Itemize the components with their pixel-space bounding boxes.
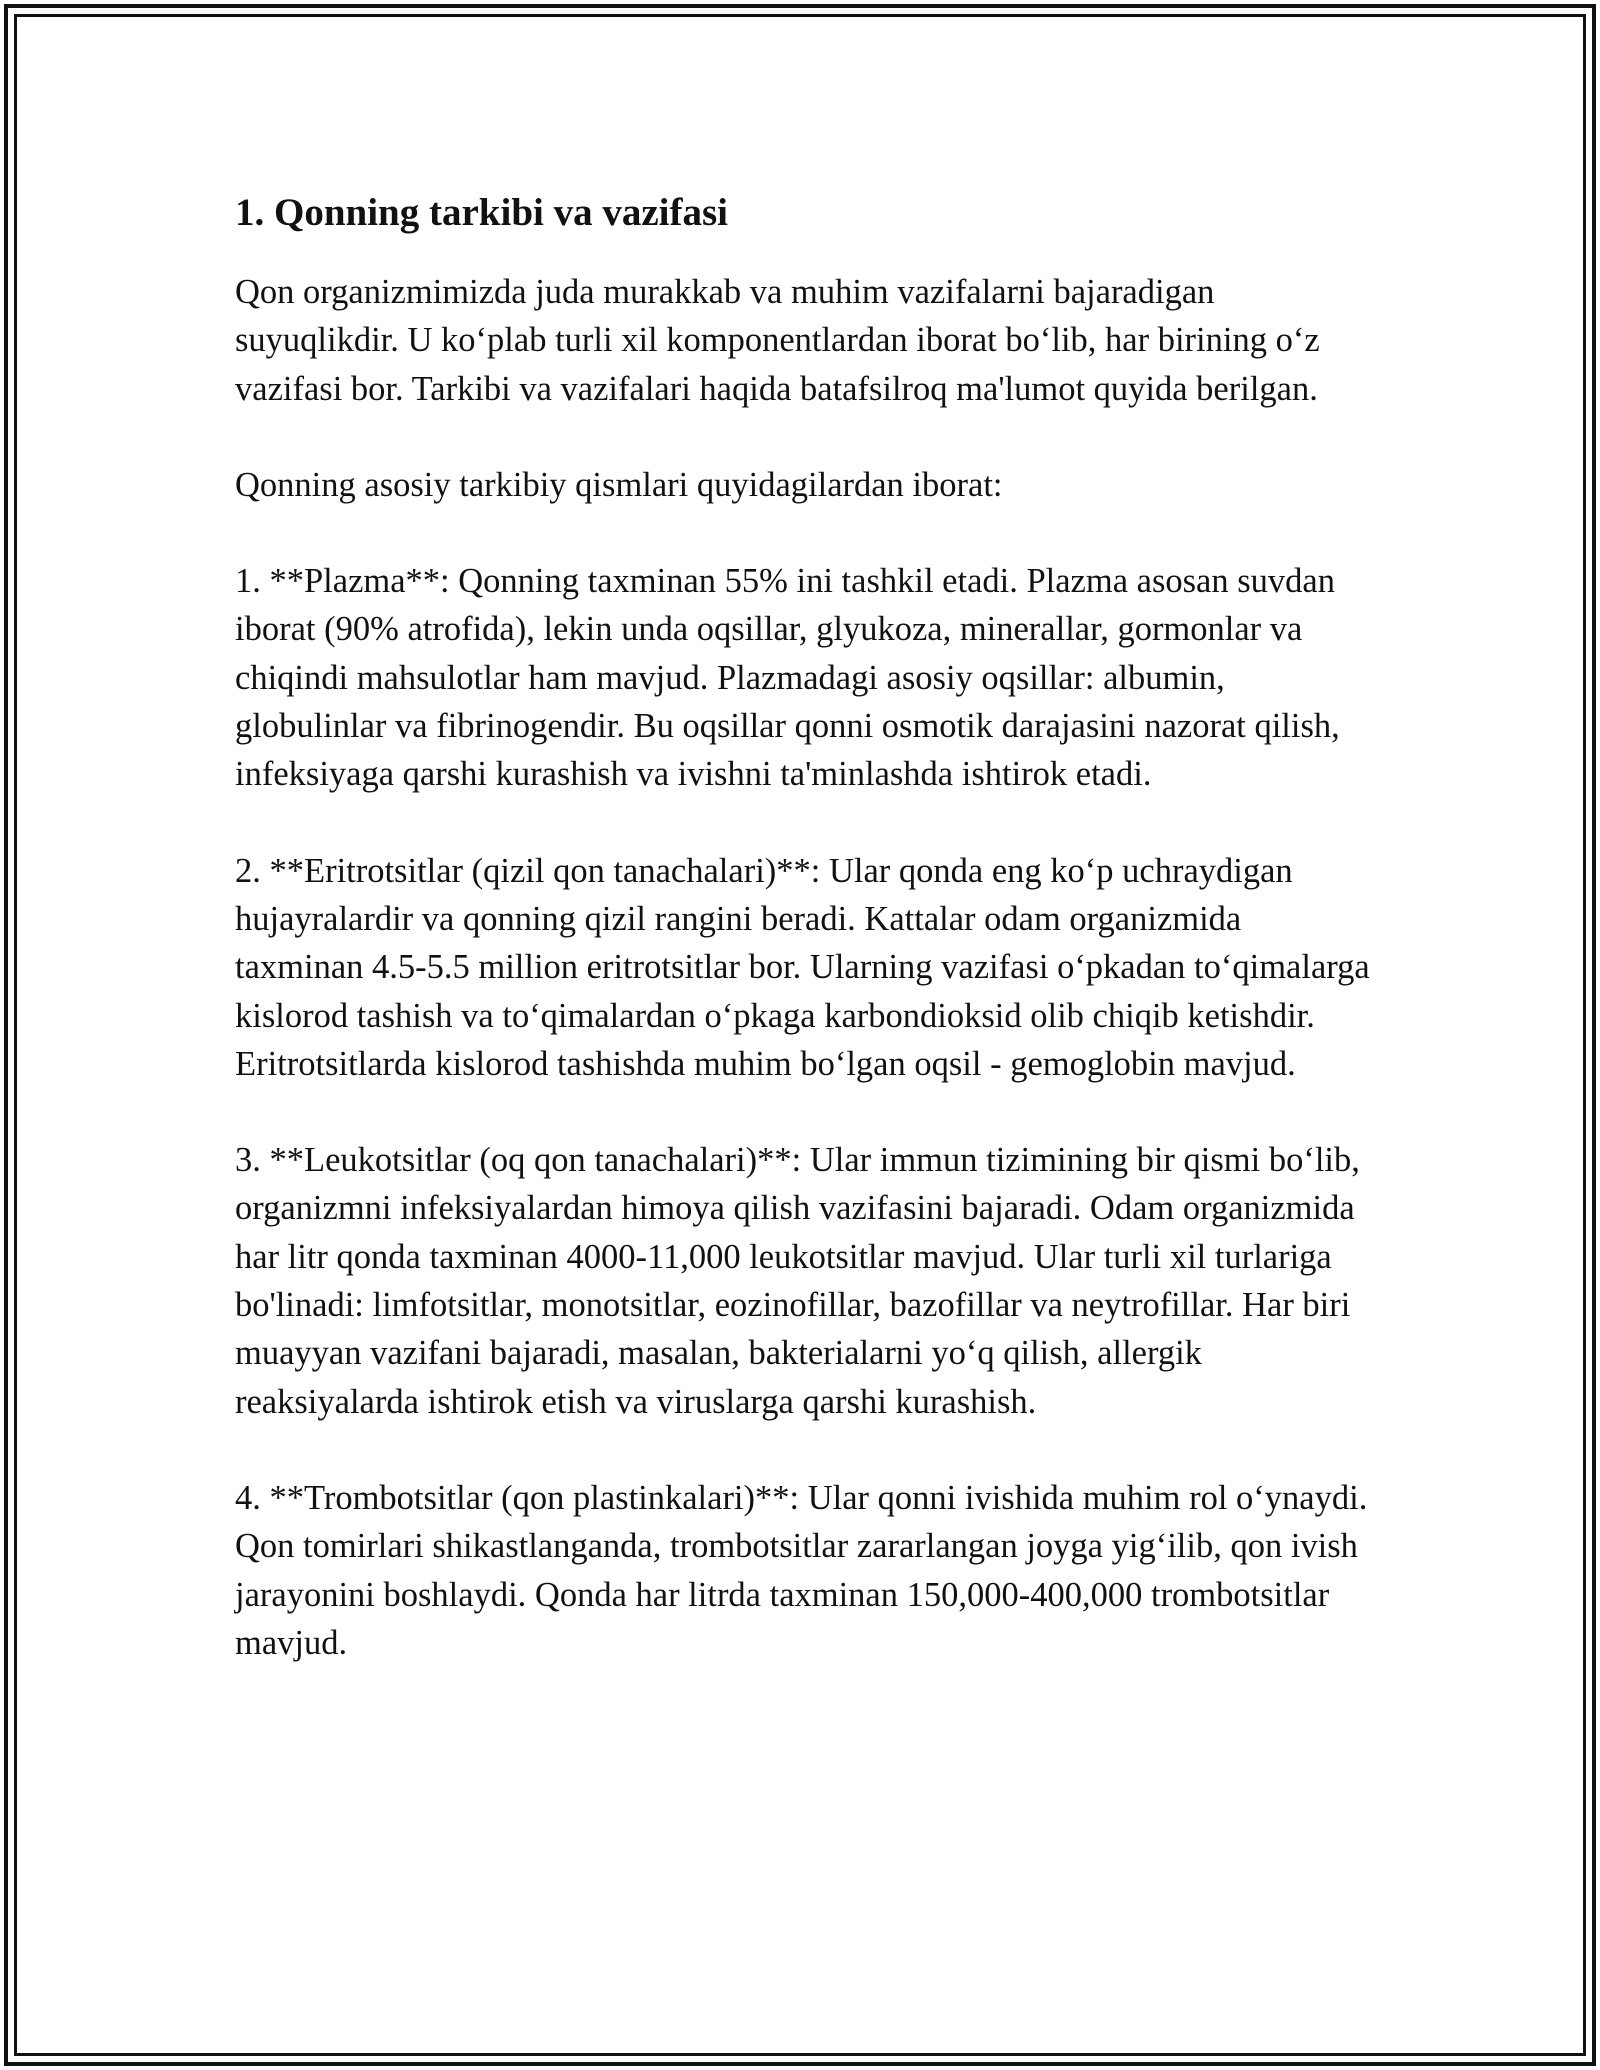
leukocytes-paragraph: 3. **Leukotsitlar (oq qon tanachalari)**: Ular immun tizimining bir qismi bo‘lib, organizmni infeksiyalardan himoya qilish vazifasini bajaradi. Odam organizmida har litr qonda taxminan 4000-11,000 leukotsitlar mavjud. Ular turli xil turlariga bo'linadi: limfotsitlar, monotsitlar, eozinofillar, bazofillar va neytrofillar. Har biri muayyan vazifani bajaradi, masalan, bakterialarni yo‘q qilish, allergik reaksiyalarda ishtirok etish va viruslarga qarshi kurashish. [235,1141,1360,1421]
intro-paragraph: Qon organizmimizda juda murakkab va muhim vazifalarni bajaradigan suyuqlikdir. U ko‘plab turli xil komponentlardan iborat bo‘lib, har birining o‘z vazifasi bor. Tarkibi va vazifalari haqida batafsilroq ma'lumot quyida berilgan. [235,273,1320,408]
section-title: 1. Qonning tarkibi va vazifasi [235,191,728,234]
plasma-paragraph: 1. **Plazma**: Qonning taxminan 55% ini tashkil etadi. Plazma asosan suvdan iborat (90% atrofida), lekin unda oqsillar, glyukoza, minerallar, gormonlar va chiqindi mahsulotlar ham mavjud. Plazmadagi asosiy oqsillar: albumin, globulinlar va fibrinogendir. Bu oqsillar qonni osmotik darajasini nazorat qilish, infeksiyaga qarshi kurashish va ivishni ta'minlashda ishtirok etadi. [235,562,1340,794]
erythrocytes-paragraph: 2. **Eritrotsitlar (qizil qon tanachalari)**: Ular qonda eng ko‘p uchraydigan hujayralardir va qonning qizil rangini beradi. Kattalar odam organizmida taxminan 4.5-5.5 million eritrotsitlar bor. Ularning vazifasi o‘pkadan to‘qimalarga kislorod tashish va to‘qimalardan o‘pkaga karbondioksid olib chiqib ketishdir. Eritrotsitlarda kislorod tashishda muhim bo‘lgan oqsil - gemoglobin mavjud. [235,851,1370,1083]
thrombocytes-paragraph: 4. **Trombotsitlar (qon plastinkalari)**: Ular qonni ivishida muhim rol o‘ynaydi. Qon tomirlari shikastlanganda, trombotsitlar zararlangan joyga yig‘ilib, qon ivish jarayonini boshlaydi. Qonda har litrda taxminan 150,000-400,000 trombotsitlar mavjud. [235,1478,1368,1662]
components-heading-paragraph: Qonning asosiy tarkibiy qismlari quyidagilardan iborat: [235,465,1003,504]
document-body [235,184,1375,1715]
